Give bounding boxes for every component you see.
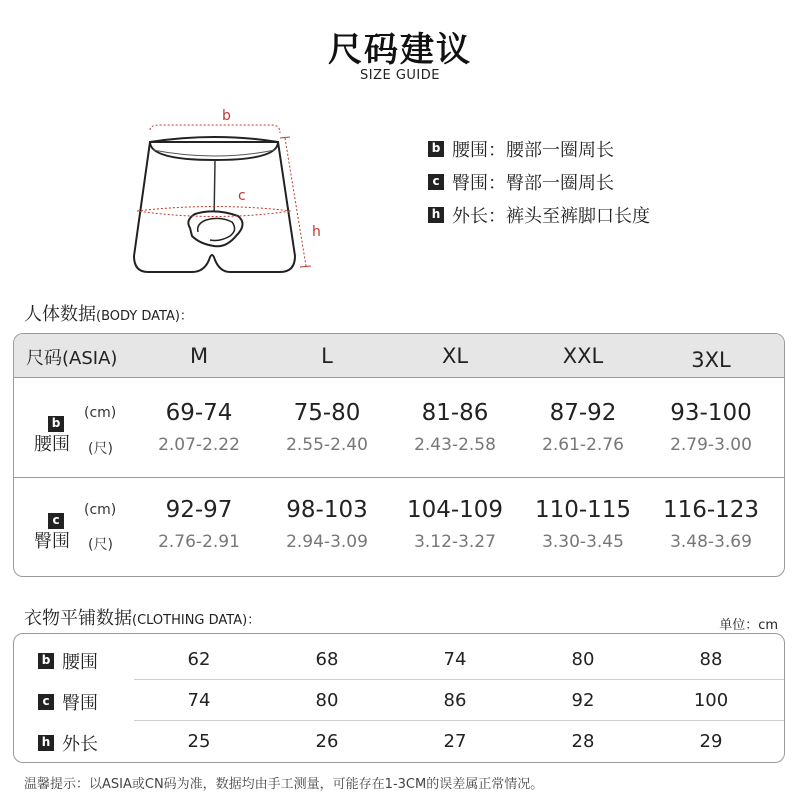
table-header-row (14, 334, 784, 378)
badge-c-icon: c (48, 513, 64, 529)
row-divider (134, 679, 784, 680)
waist-chi-l: 2.55-2.40 (286, 435, 368, 455)
row-divider (134, 720, 784, 721)
waist-cm-m: 69-74 (165, 400, 233, 426)
cloth-waist-3xl: 88 (699, 649, 723, 670)
badge-b-icon: b (48, 416, 64, 432)
size-header-l: L (321, 344, 333, 368)
legend-item-waist (428, 132, 650, 165)
cloth-waist-xxl: 80 (571, 649, 595, 670)
waist-measure-line (150, 125, 280, 133)
cloth-waist-xl: 74 (443, 649, 467, 670)
table-row-hip (14, 681, 784, 721)
legend-item-hip (428, 165, 650, 198)
cloth-hip-l: 80 (315, 690, 339, 711)
row-label-length: 外长 (62, 734, 98, 755)
cloth-hip-xxl: 92 (571, 690, 595, 711)
cloth-waist-l: 68 (315, 649, 339, 670)
badge-h-icon: h (38, 735, 54, 751)
label-b: b (222, 108, 231, 124)
unit-cm: (cm) (84, 405, 117, 421)
waist-cm-3xl: 93-100 (670, 400, 752, 426)
shorts-diagram (125, 100, 335, 280)
row-label-waist: 腰围 (62, 652, 98, 673)
badge-b-icon: b (38, 653, 54, 669)
clothing-data-title: 衣物平铺数据(CLOTHING DATA)： (24, 608, 261, 629)
cloth-hip-3xl: 100 (693, 690, 729, 711)
table-row-waist (14, 640, 784, 680)
badge-c-icon: c (428, 174, 444, 190)
cloth-length-xl: 27 (443, 731, 467, 752)
waist-chi-xxl: 2.61-2.76 (542, 435, 624, 455)
legend-text: 腰围：腰部一圈周长 (452, 139, 614, 161)
unit-note: 单位：cm (719, 618, 778, 633)
waist-chi-m: 2.07-2.22 (158, 435, 240, 455)
badge-c-icon: c (38, 694, 54, 710)
legend-text: 外长：裤头至裤脚口长度 (452, 205, 650, 227)
hip-cm-xl: 104-109 (406, 497, 504, 523)
clothing-data-table (13, 633, 785, 763)
legend-text: 臀围：臀部一圈周长 (452, 172, 614, 194)
hip-chi-xxl: 3.30-3.45 (542, 532, 624, 552)
hip-cm-xxl: 110-115 (534, 497, 632, 523)
size-header-label: 尺码(ASIA) (26, 348, 118, 369)
waist-cm-xl: 81-86 (421, 400, 489, 426)
measurement-legend (428, 132, 650, 231)
waist-cm-l: 75-80 (293, 400, 361, 426)
row-label-hip: 臀围 (34, 531, 70, 552)
body-data-table (13, 333, 785, 577)
waist-cm-xxl: 87-92 (549, 400, 617, 426)
hip-cm-3xl: 116-123 (662, 497, 760, 523)
size-header-xxl: XXL (562, 344, 604, 368)
legend-item-length (428, 198, 650, 231)
cloth-waist-m: 62 (187, 649, 211, 670)
cloth-hip-m: 74 (187, 690, 211, 711)
row-label-hip: 臀围 (62, 693, 98, 714)
body-data-title: 人体数据(BODY DATA)： (24, 304, 193, 325)
label-c: c (238, 188, 246, 204)
cloth-length-l: 26 (315, 731, 339, 752)
unit-chi: (尺) (88, 441, 113, 457)
page-subtitle: SIZE GUIDE (360, 68, 440, 83)
hip-chi-xl: 3.12-3.27 (414, 532, 496, 552)
unit-cm: (cm) (84, 502, 117, 518)
table-row-length (14, 722, 784, 762)
footnote: 温馨提示：以ASIA或CN码为准，数据均由手工测量，可能存在1-3CM的误差属正常情况。 (24, 777, 544, 792)
hip-chi-m: 2.76-2.91 (158, 532, 240, 552)
hip-cm-m: 92-97 (165, 497, 233, 523)
cloth-hip-xl: 86 (443, 690, 467, 711)
row-label-waist: 腰围 (34, 434, 70, 455)
waist-chi-xl: 2.43-2.58 (414, 435, 496, 455)
row-divider (14, 477, 784, 478)
badge-h-icon: h (428, 207, 444, 223)
hip-chi-3xl: 3.48-3.69 (670, 532, 752, 552)
cloth-length-xxl: 28 (571, 731, 595, 752)
page-title: 尺码建议 (328, 30, 472, 70)
hip-chi-l: 2.94-3.09 (286, 532, 368, 552)
size-header-m: M (189, 344, 209, 368)
hip-cm-l: 98-103 (286, 497, 368, 523)
size-header-xl: XL (441, 344, 469, 368)
cloth-length-3xl: 29 (699, 731, 723, 752)
badge-b-icon: b (428, 141, 444, 157)
cloth-length-m: 25 (187, 731, 211, 752)
unit-chi: (尺) (88, 537, 113, 553)
label-h: h (312, 224, 321, 240)
size-header-3xl: 3XL (691, 348, 731, 372)
waist-chi-3xl: 2.79-3.00 (670, 435, 752, 455)
